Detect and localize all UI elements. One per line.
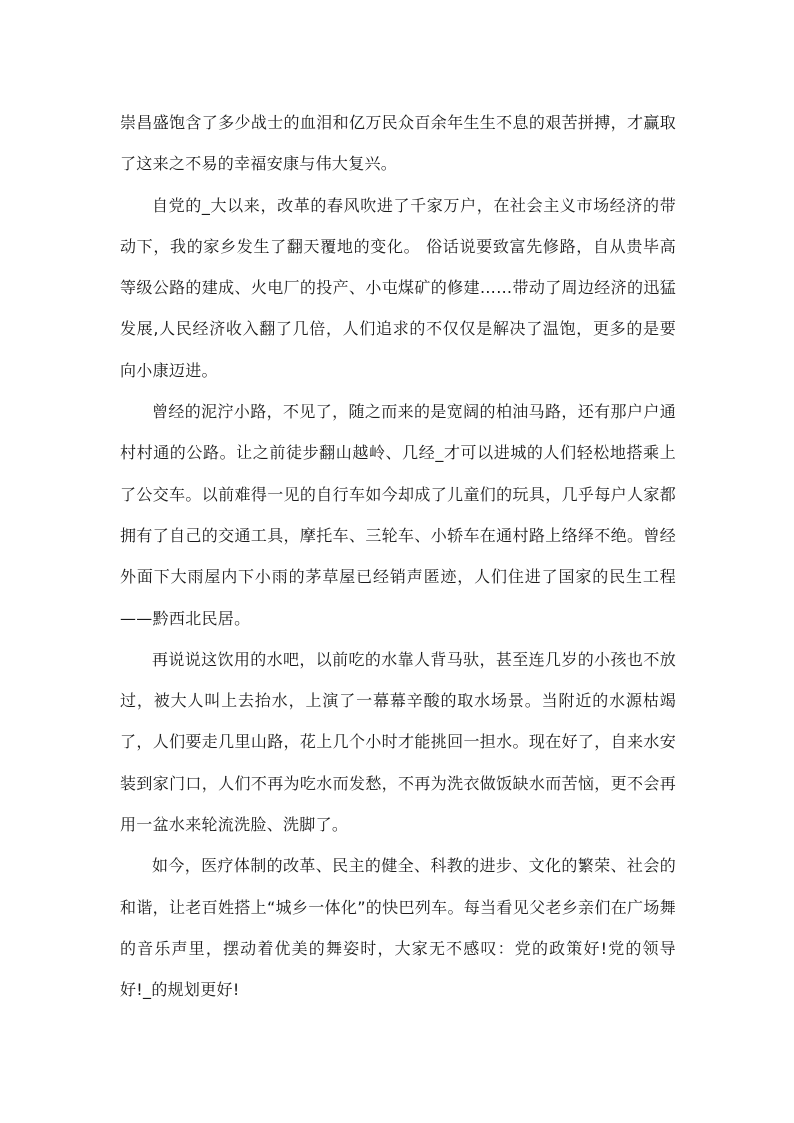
paragraph-roads: 曾经的泥泞小路，不见了，随之而来的是宽阔的柏油马路，还有那户户通村村通的公路。让之前徒步翻山越岭、几经_才可以进城的人们轻松地搭乘上了公交车。以前难得一见的自行车如今却成了儿童们的玩具，几乎每户人家都拥有了自己的交通工具，摩托车、三轮车、小轿车在通村路上络绎不绝。曾经外面下大雨屋内下小雨的茅草屋已经销声匿迹，人们住进了国家的民生工程——黔西北民居。 — [120, 402, 676, 628]
document-body — [120, 102, 676, 1011]
paragraph-today: 如今，医疗体制的改革、民主的健全、科教的进步、文化的繁荣、社会的和谐，让老百姓搭上“城乡一体化”的快巴列车。每当看见父老乡亲们在广场舞的音乐声里，摆动着优美的舞姿时，大家无不感叹：党的政策好!党的领导好!_的规划更好! — [120, 856, 676, 1000]
paragraph-reform: 自党的_大以来，改革的春风吹进了千家万户，在社会主义市场经济的带动下，我的家乡发生了翻天覆地的变化。 俗话说要致富先修路，自从贵毕高等级公路的建成、火电厂的投产、小屯煤矿的修建……带动了周边经济的迅猛发展,人民经济收入翻了几倍，人们追求的不仅仅是解决了温饱，更多的是要向小康迈进。 — [120, 195, 676, 380]
paragraph-water: 再说说这饮用的水吧，以前吃的水靠人背马驮，甚至连几岁的小孩也不放过，被大人叫上去抬水，上演了一幕幕辛酸的取水场景。当附近的水源枯竭了，人们要走几里山路，花上几个小时才能挑回一担水。现在好了，自来水安装到家门口，人们不再为吃水而发愁，不再为洗衣做饭缺水而苦恼，更不会再用一盆水来轮流洗脸、洗脚了。 — [120, 649, 676, 835]
paragraph-continuation: 崇昌盛饱含了多少战士的血泪和亿万民众百余年生生不息的艰苦拼搏，才赢取了这来之不易的幸福安康与伟大复兴。 — [120, 113, 676, 174]
